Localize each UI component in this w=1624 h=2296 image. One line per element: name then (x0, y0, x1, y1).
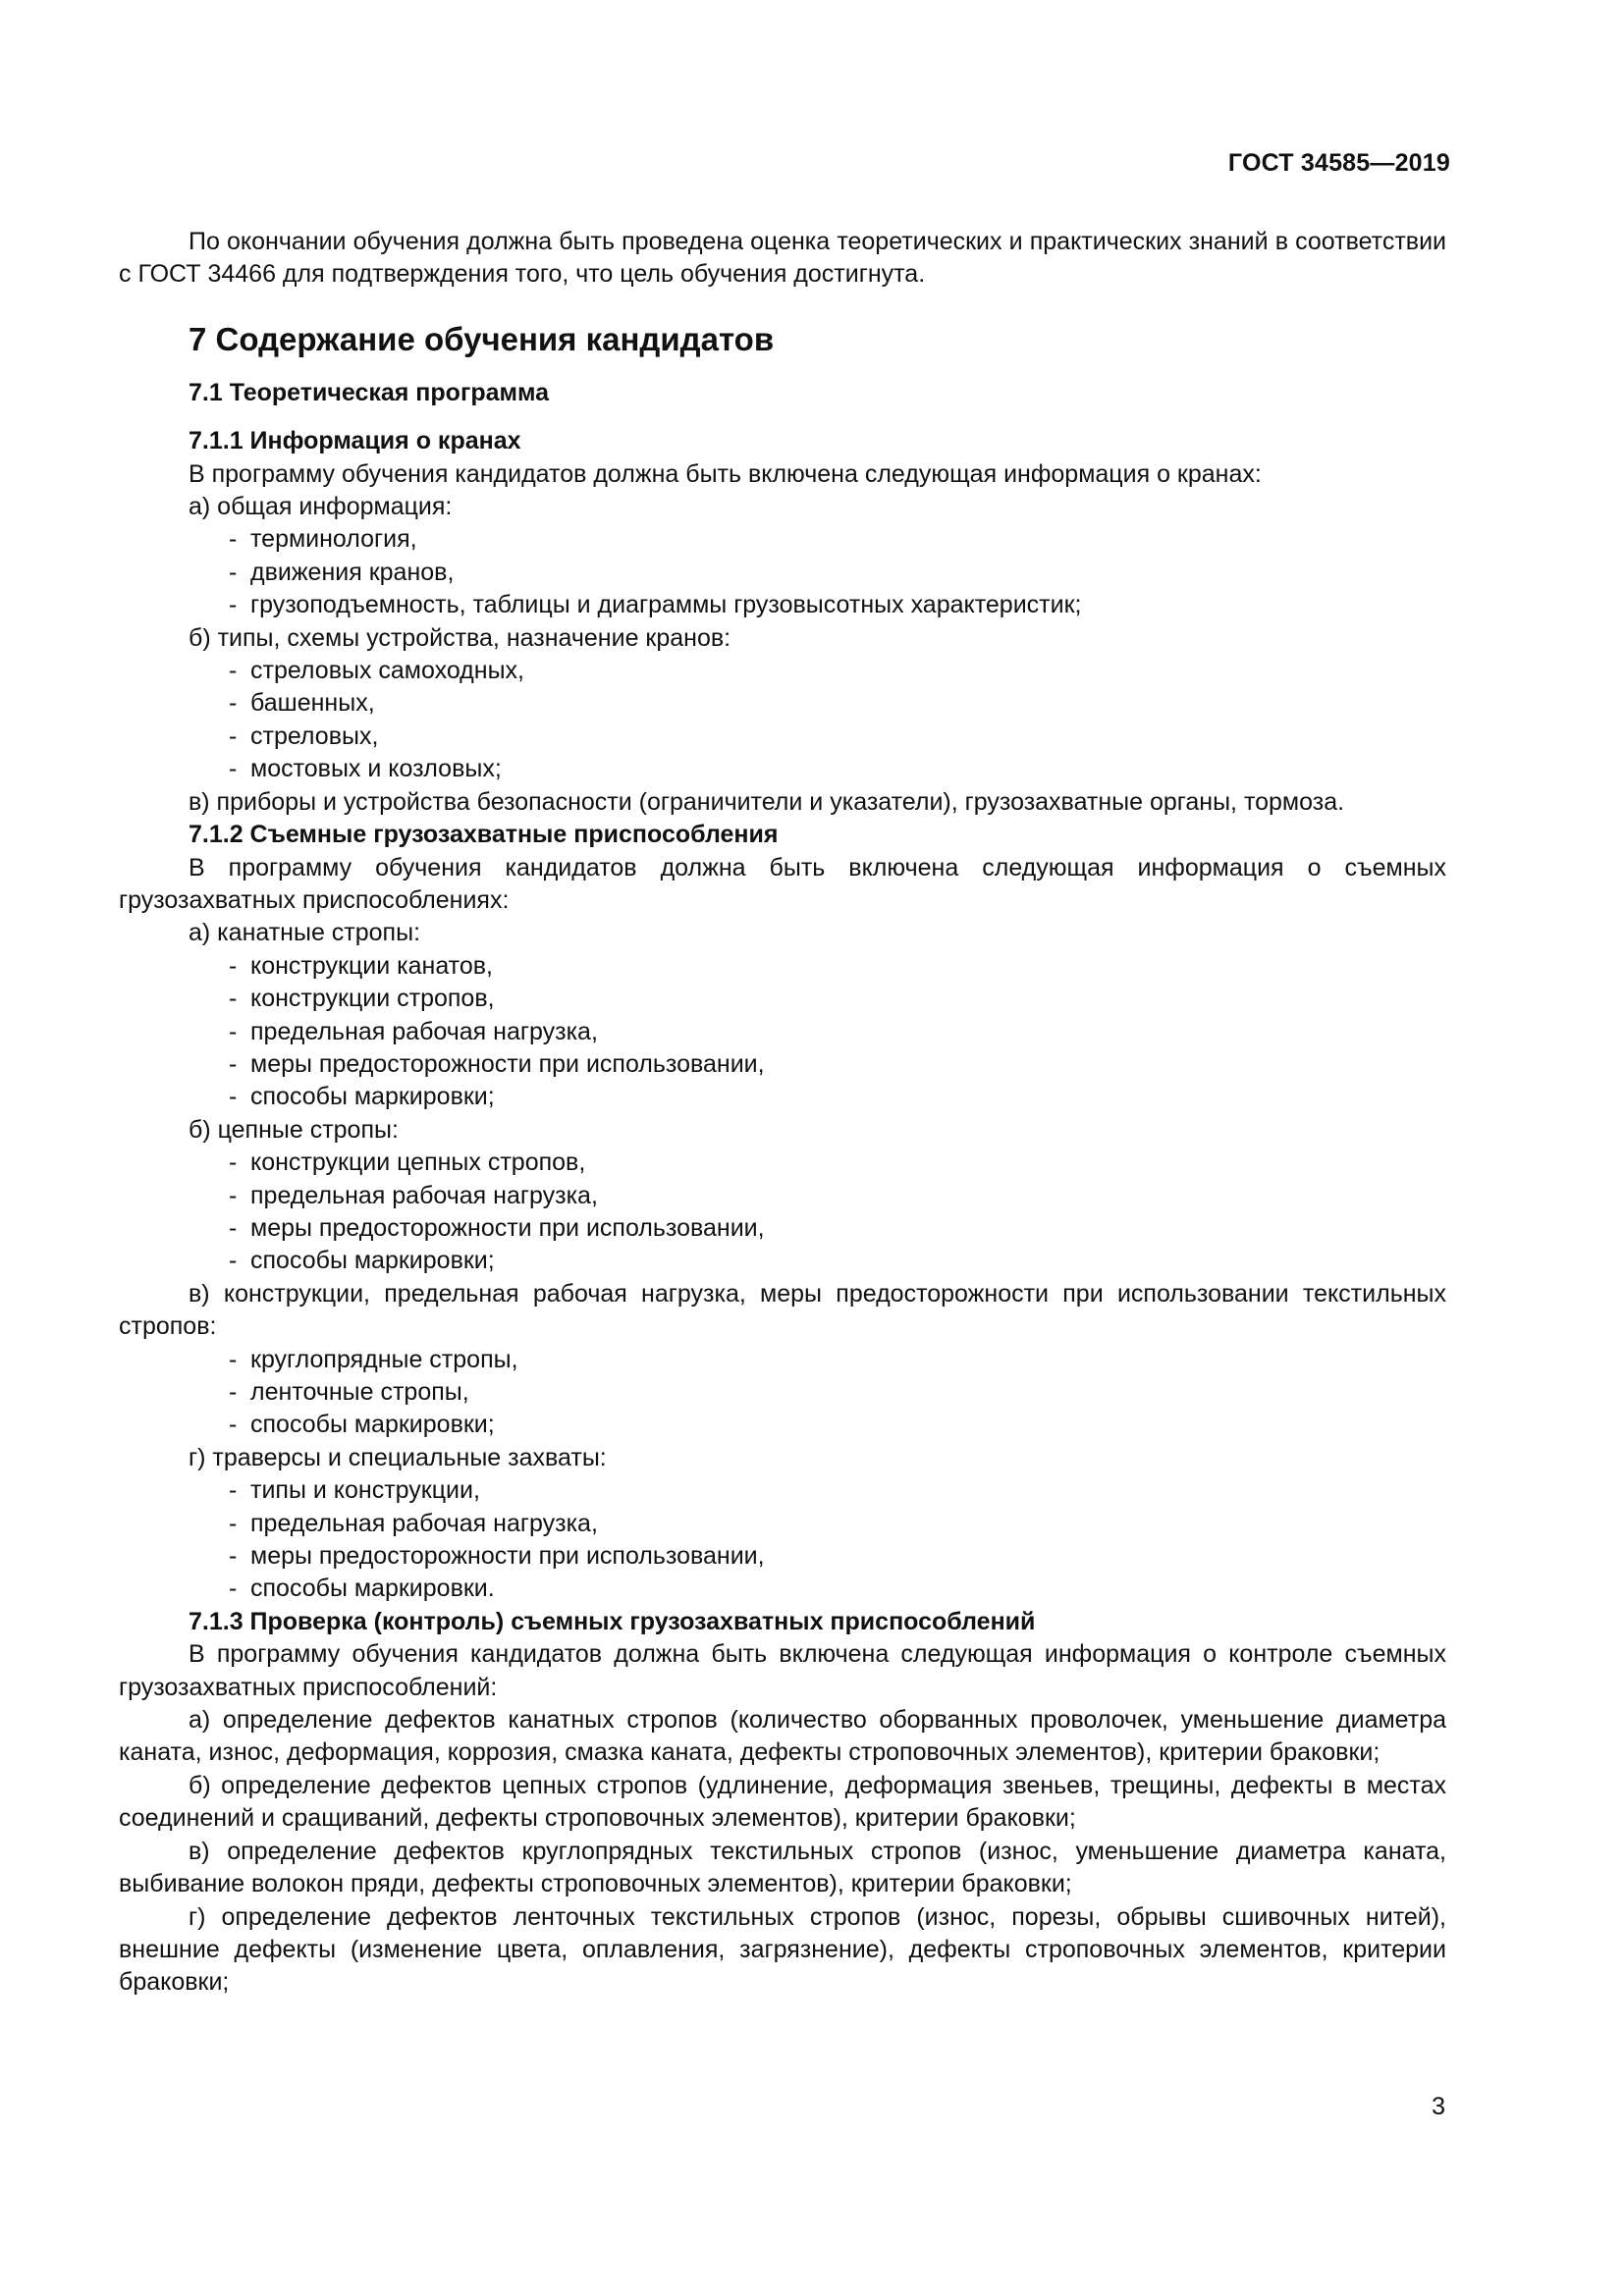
sub-list-item: - мостовых и козловых; (119, 753, 1446, 785)
sub-list-item: - способы маркировки. (119, 1573, 1446, 1605)
list-item-a: а) общая информация: (189, 493, 453, 521)
sub-list-item: - конструкции стропов, (119, 983, 1446, 1015)
section-7-1-3-lead: В программу обучения кандидатов должна быть включена следующая информация о контроле съемных грузозахватных приспособлений: (119, 1640, 1446, 1701)
sub-list-item: - конструкции цепных стропов, (119, 1147, 1446, 1179)
sub-list-item: - башенных, (119, 687, 1446, 720)
intro-paragraph: По окончании обучения должна быть проведена оценка теоретических и практических знаний в соответствии с ГОСТ 34466 для подтверждения того, что цель обучения достигнута. (119, 228, 1446, 289)
sub-list-item: - меры предосторожности при использовании, (119, 1540, 1446, 1573)
sub-list-item: - предельная рабочая нагрузка, (119, 1508, 1446, 1540)
list-item-b: б) типы, схемы устройства, назначение кранов: (189, 623, 731, 652)
sub-list-item: - движения кранов, (119, 557, 1446, 589)
sub-list-item: - грузоподъемность, таблицы и диаграммы грузовысотных характеристик; (119, 589, 1446, 621)
list-item-g: г) определение дефектов ленточных текстильных стропов (износ, порезы, обрывы сшивочных нитей), внешние дефекты (изменение цвета, оплавления, загрязнение), дефекты строповочных элементов, критерии браковки; (119, 1902, 1446, 1997)
sub-list-item: - способы маркировки; (119, 1081, 1446, 1113)
list-item-v: в) определение дефектов круглопрядных текстильных стропов (износ, уменьшение диаметра каната, выбивание волокон пряди, дефекты строповочных элементов), критерии браковки; (119, 1837, 1446, 1898)
sub-list-item: - типы и конструкции, (119, 1474, 1446, 1507)
sub-list-item: - предельная рабочая нагрузка, (119, 1180, 1446, 1212)
page-number: 3 (1432, 2093, 1445, 2120)
list-item-b: б) цепные стропы: (189, 1115, 399, 1144)
sub-list-item: - круглопрядные стропы, (119, 1344, 1446, 1376)
section-7-1-2-lead: В программу обучения кандидатов должна быть включена следующая информация о съемных грузозахватных приспособлениях: (119, 853, 1446, 914)
list-item-v: в) конструкции, предельная рабочая нагрузка, меры предосторожности при использовании текстильных стропов: (119, 1279, 1446, 1341)
list-item-v: в) приборы и устройства безопасности (ограничители и указатели), грузозахватные органы, тормоза. (189, 787, 1345, 816)
section-7-1-2-heading: 7.1.2 Съемные грузозахватные приспособления (189, 821, 779, 849)
list-item-b: б) определение дефектов цепных стропов (удлинение, деформация звеньев, трещины, дефекты в местах соединений и сращиваний, дефекты строповочных элементов), критерии браковки; (119, 1771, 1446, 1833)
page-content (119, 226, 1446, 2000)
sub-list-item: - меры предосторожности при использовании, (119, 1212, 1446, 1245)
list-item-a: а) канатные стропы: (189, 919, 421, 947)
list-item-a: а) определение дефектов канатных стропов (количество оборванных проволочек, уменьшение диаметра каната, износ, деформация, коррозия, смазка каната, дефекты строповочных элементов), критерии браковки; (119, 1706, 1446, 1767)
section-7-1-1-lead: В программу обучения кандидатов должна быть включена следующая информация о кранах: (189, 459, 1262, 488)
sub-list-item: - предельная рабочая нагрузка, (119, 1016, 1446, 1048)
section-7-1-heading: 7.1 Теоретическая программа (189, 378, 550, 406)
list-item-g: г) траверсы и специальные захваты: (189, 1443, 607, 1471)
section-7-heading: 7 Содержание обучения кандидатов (189, 320, 775, 357)
section-7-1-1-heading: 7.1.1 Информация о кранах (189, 427, 521, 455)
sub-list-item: - меры предосторожности при использовании, (119, 1048, 1446, 1081)
sub-list-item: - способы маркировки; (119, 1245, 1446, 1277)
sub-list-item: - стреловых, (119, 721, 1446, 753)
sub-list-item: - ленточные стропы, (119, 1376, 1446, 1409)
document-code-header: ГОСТ 34585—2019 (1227, 149, 1450, 177)
sub-list-item: - терминология, (119, 523, 1446, 556)
sub-list-item: - конструкции канатов, (119, 950, 1446, 983)
sub-list-item: - стреловых самоходных, (119, 655, 1446, 687)
sub-list-item: - способы маркировки; (119, 1409, 1446, 1441)
section-7-1-3-heading: 7.1.3 Проверка (контроль) съемных грузозахватных приспособлений (189, 1607, 1036, 1635)
